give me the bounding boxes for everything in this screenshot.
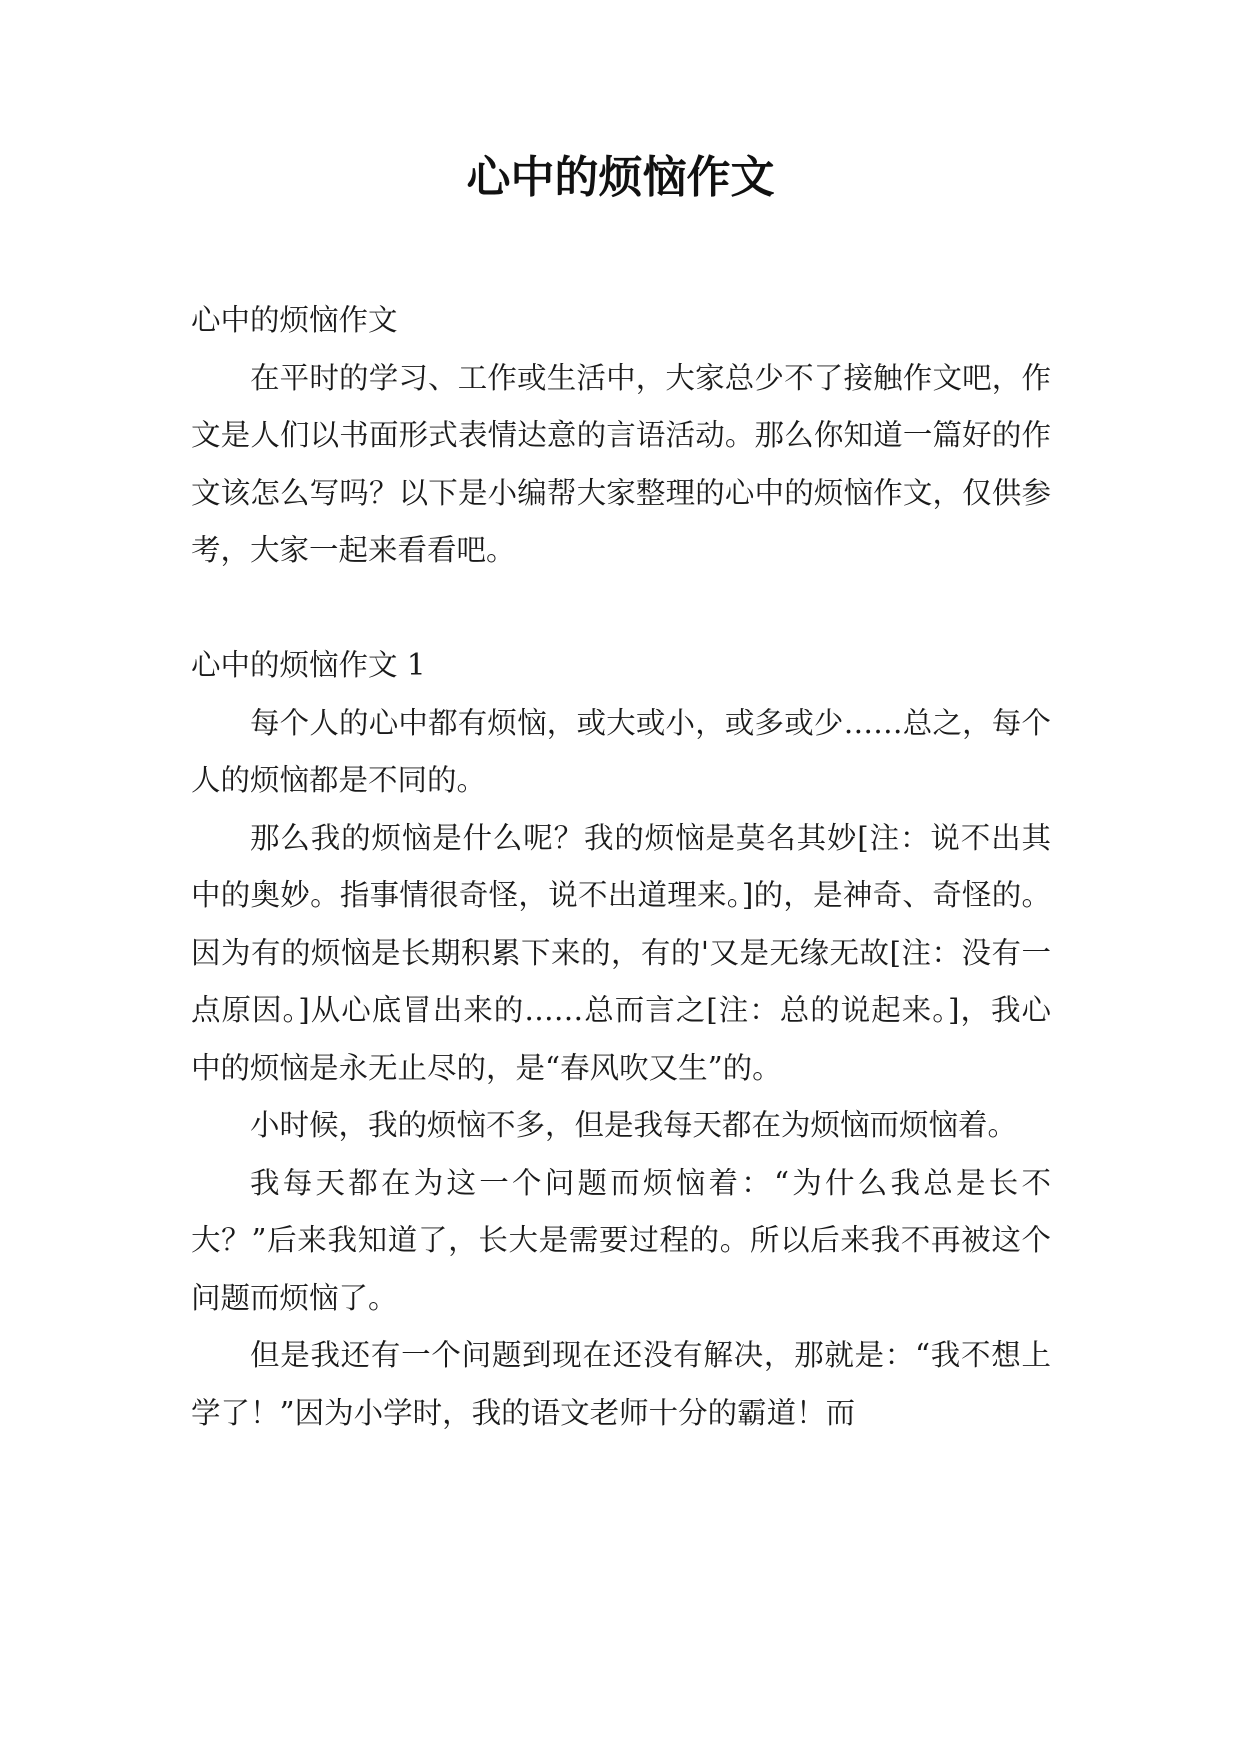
paragraph: 每个人的心中都有烦恼，或大或小，或多或少……总之，每个人的烦恼都是不同的。 bbox=[191, 705, 1051, 797]
paragraph: 但是我还有一个问题到现在还没有解决，那就是：“我不想上学了！”因为小学时，我的语文老师十分的霸道！而 bbox=[191, 1338, 1051, 1430]
blank-line bbox=[191, 580, 1051, 638]
paragraph: 我每天都在为这一个问题而烦恼着：“为什么我总是长不大？”后来我知道了，长大是需要过程的。所以后来我不再被这个问题而烦恼了。 bbox=[191, 1165, 1051, 1315]
paragraph: 小时候，我的烦恼不多，但是我每天都在为烦恼而烦恼着。 bbox=[250, 1108, 1018, 1142]
intro-paragraph: 在平时的学习、工作或生活中，大家总少不了接触作文吧，作文是人们以书面形式表情达意的言语活动。那么你知道一篇好的作文该怎么写吗？以下是小编帮大家整理的心中的烦恼作文，仅供参考，大家一起来看看吧。 bbox=[191, 360, 1051, 567]
paragraph: 那么我的烦恼是什么呢？我的烦恼是莫名其妙[注：说不出其中的奥妙。指事情很奇怪，说不出道理来。]的，是神奇、奇怪的。因为有的烦恼是长期积累下来的，有的'又是无缘无故[注：没有一点原因。]从心底冒出来的……总而言之[注：总的说起来。]，我心中的烦恼是永无止尽的，是“春风吹又生”的。 bbox=[191, 820, 1051, 1085]
section-heading-essay-1: 心中的烦恼作文 1 bbox=[191, 648, 426, 682]
section-heading-intro: 心中的烦恼作文 bbox=[191, 303, 398, 337]
document-body bbox=[191, 292, 1051, 1442]
document-title: 心中的烦恼作文 bbox=[466, 152, 775, 203]
